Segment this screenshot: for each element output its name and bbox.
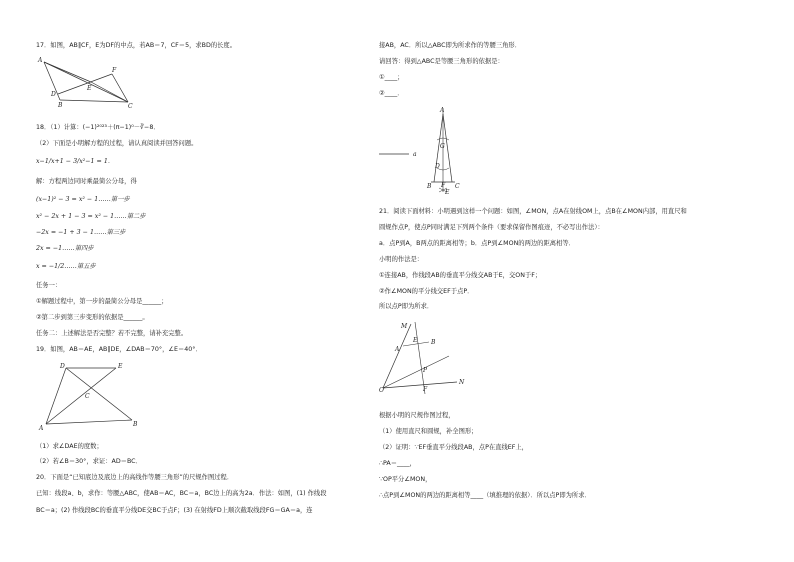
q21-label-O: O [379, 387, 384, 394]
q21-label-F: F [423, 386, 428, 393]
q20-question: 请回答：得到△ABC是等腰三角形的依据是： [379, 58, 504, 65]
q20-label-a-segment: a [413, 151, 417, 158]
q21-intro-a: 21．阅读下面材料：小明遇到这样一个问题：如图，∠MON，点A在射线OM上，点B在∠MON内部，用直尺和 [379, 208, 687, 215]
q21-label-B: B [431, 339, 436, 346]
q21-proof-line2: ∵OP平分∠MON， [379, 476, 432, 483]
q21-proof-line3: ∴点P到∠MON的两边的距离相等____（填推理的依据）．所以点P即为所求． [379, 492, 591, 499]
q18-solution-intro: 解：方程两边同时乘最简公分母，得 [36, 178, 137, 185]
q17-label-d: D [51, 91, 56, 98]
q21-label-N: N [459, 379, 465, 386]
q21-conditions: a．点P到A，B两点的距离相等；b．点P到∠MON的两边的距离相等． [379, 240, 575, 247]
q17-label-b: B [58, 102, 63, 109]
q21-label-A: A [395, 346, 400, 353]
q17-label-e: E [87, 85, 92, 92]
q18-part2: （2）下面是小明解方程的过程，请认真阅读并回答问题。 [36, 140, 198, 147]
q21-method-result: 所以点P即为所求． [379, 303, 434, 310]
q18-step2: x² − 2x + 1 − 3 = x² − 1……第二步 [36, 213, 146, 220]
q20-label-F: F [441, 182, 446, 189]
q17-label-f: F [112, 67, 117, 74]
q18-part1: 18．（1）计算：(−1)²⁰²³＋(π−1)⁰－∛−8． [36, 124, 160, 131]
q20-label-A: A [440, 107, 445, 114]
q19-figure [36, 362, 146, 430]
q18-equation: x−1/x+1 − 3/x²−1 = 1． [36, 158, 115, 165]
q21-label-P: P [423, 367, 428, 374]
q20-label-B: B [427, 183, 432, 190]
q21-proof-line1: ∴PA＝____， [379, 460, 416, 467]
q21-figure [379, 318, 469, 398]
q19-label-a: A [39, 425, 44, 432]
q20-continued: 接AB，AC．所以△ABC即为所求作的等腰三角形． [379, 42, 522, 49]
task2-question: 任务二：上述解法是否完整？若不完整，请补充完整。 [36, 330, 188, 337]
q18-step4: 2x = −1……第四步 [36, 245, 94, 252]
q20-steps: BC＝a；(2) 作线段BC的垂直平分线DE交BC于点F；(3) 在射线FD上顺次截取线段FG＝GA＝a，连 [36, 507, 313, 514]
q19-label-e: E [118, 363, 123, 370]
q20-label-C: C [455, 183, 460, 190]
q20-given: 已知：线段a、b，求作：等腰△ABC，使AB＝AC，BC＝a，BC边上的高为2a．作法：如图，(1) 作线段 [36, 490, 327, 497]
q20-label-E: E [445, 189, 450, 196]
task1-question-a: ①解题过程中，第一步的最简公分母是______； [36, 298, 168, 305]
q21-method-step1: ①连接AB，作线段AB的垂直平分线交AB于E，交ON于F； [379, 272, 542, 279]
q20-label-G: G [440, 143, 445, 150]
q21-method-title: 小明的作法是： [379, 256, 424, 263]
q19-part2: （2）若∠B＝30°，求证：AD＝BC． [36, 458, 142, 465]
q18-step5: x = −1/2……第五步 [36, 263, 96, 270]
q21-label-M: M [401, 323, 408, 330]
q17-label-a: A [38, 57, 43, 64]
q21-task-2: （2）证明：∵EF垂直平分线段AB，点P在直线EF上， [379, 444, 528, 451]
q21-task-1: （1）使用直尺和圆规，补全图形； [379, 428, 478, 435]
q20-answer-1: ①____； [379, 74, 404, 81]
q21-label-E: E [413, 337, 418, 344]
q20-intro: 20．下面是“已知底边及底边上的高线作等腰三角形”的尺规作图过程． [36, 474, 234, 481]
q19-label-c: C [85, 393, 90, 400]
q18-step3: −2x = −1 + 3 − 1……第三步 [36, 229, 126, 236]
q20-label-D: D [435, 163, 440, 170]
q17-label-c: C [128, 103, 133, 110]
q18-step1: (x−1)² − 3 = x² − 1……第一步 [36, 196, 130, 203]
q19-label-b: B [133, 421, 138, 428]
q17-text: 17．如图，AB∥CF，E为DF的中点，若AB＝7，CF＝5，求BD的长度。 [36, 42, 237, 49]
q19-part1: （1）求∠DAE的度数； [36, 443, 103, 450]
q19-label-d: D [60, 363, 65, 370]
q17-figure [36, 56, 146, 108]
q21-intro-b: 圆规作点P，使点P同时满足下列两个条件（要求保留作图痕迹，不必写出作法）： [379, 224, 604, 231]
q20-answer-2: ②____． [379, 90, 404, 97]
task1-title: 任务一： [36, 282, 62, 289]
q19-text: 19．如图，AB＝AE，AB∥DE，∠DAB＝70°，∠E＝40°． [36, 346, 202, 353]
q21-task-intro: 根据小明的尺规作图过程， [379, 412, 455, 419]
task1-question-b: ②第二步到第三步变形的依据是______。 [36, 314, 149, 321]
q20-figure [379, 106, 479, 196]
q21-method-step2: ②作∠MON的平分线交EF于点P． [379, 288, 474, 295]
